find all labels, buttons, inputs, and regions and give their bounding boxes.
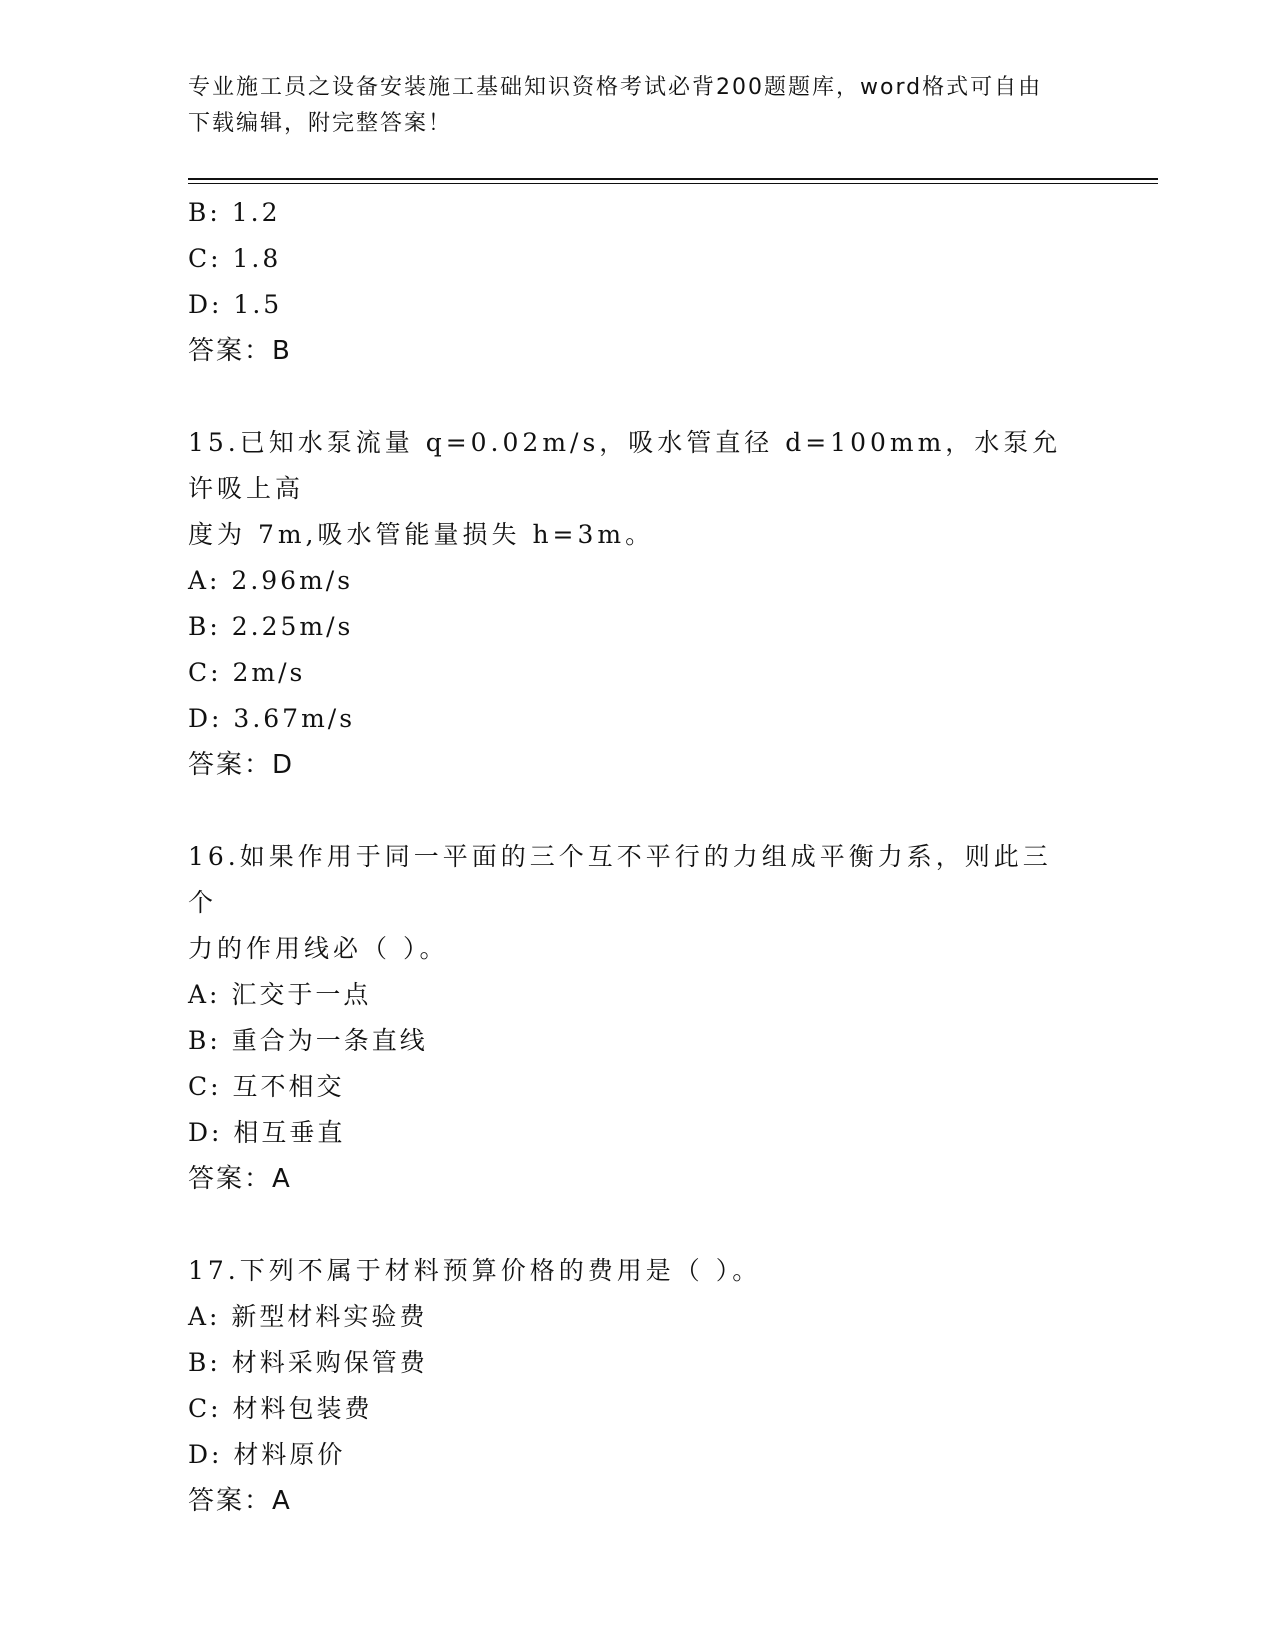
question-stem: [188, 1248, 1068, 1294]
answer: 答案：D: [188, 750, 295, 780]
option-c: C: 1.8: [188, 244, 282, 273]
document-header: [188, 70, 1088, 142]
answer: 答案：A: [188, 1164, 292, 1194]
option-b: B: 重合为一条直线: [188, 1026, 428, 1055]
question-stem-line-1: 17.下列不属于材料预算价格的费用是（ ）。: [188, 1256, 762, 1285]
question-stem-line-2: 力的作用线必（ ）。: [188, 934, 449, 963]
option-b: B: 1.2: [188, 198, 281, 227]
option-c: C: 材料包装费: [188, 1394, 373, 1423]
option-c: C: 互不相交: [188, 1072, 345, 1101]
header-line-1: 专业施工员之设备安装施工基础知识资格考试必背200题题库，word格式可自由: [188, 75, 1043, 100]
question-stem-line-2: 度为 7m,吸水管能量损失 h=3m。: [188, 520, 655, 549]
answer: 答案：A: [188, 1486, 292, 1516]
option-b: B: 材料采购保管费: [188, 1348, 428, 1377]
option-a: A: 汇交于一点: [188, 980, 372, 1009]
question-stem-line-1: 16.如果作用于同一平面的三个互不平行的力组成平衡力系，则此三个: [188, 842, 1052, 917]
question-stem-line-1: 15.已知水泵流量 q=0.02m/s，吸水管直径 d=100mm，水泵允许吸上高: [188, 428, 1062, 503]
question-stem: [188, 420, 1068, 558]
header-divider-thick: [188, 178, 1158, 180]
option-d: D: 相互垂直: [188, 1118, 346, 1147]
option-a: A: 2.96m/s: [188, 566, 354, 595]
option-d: D: 材料原价: [188, 1440, 346, 1469]
question-list: [188, 190, 1088, 1524]
question-17: [188, 1248, 1088, 1524]
header-line-2: 下载编辑，附完整答案！: [188, 111, 453, 136]
question-16: [188, 834, 1088, 1202]
answer: 答案：B: [188, 336, 292, 366]
option-d: D: 3.67m/s: [188, 704, 356, 733]
option-a: A: 新型材料实验费: [188, 1302, 428, 1331]
option-b: B: 2.25m/s: [188, 612, 354, 641]
option-c: C: 2m/s: [188, 658, 306, 687]
option-d: D: 1.5: [188, 290, 283, 319]
question-14-continued: [188, 190, 1088, 374]
header-divider-thin: [188, 183, 1158, 184]
question-15: [188, 420, 1088, 788]
question-stem: [188, 834, 1068, 972]
